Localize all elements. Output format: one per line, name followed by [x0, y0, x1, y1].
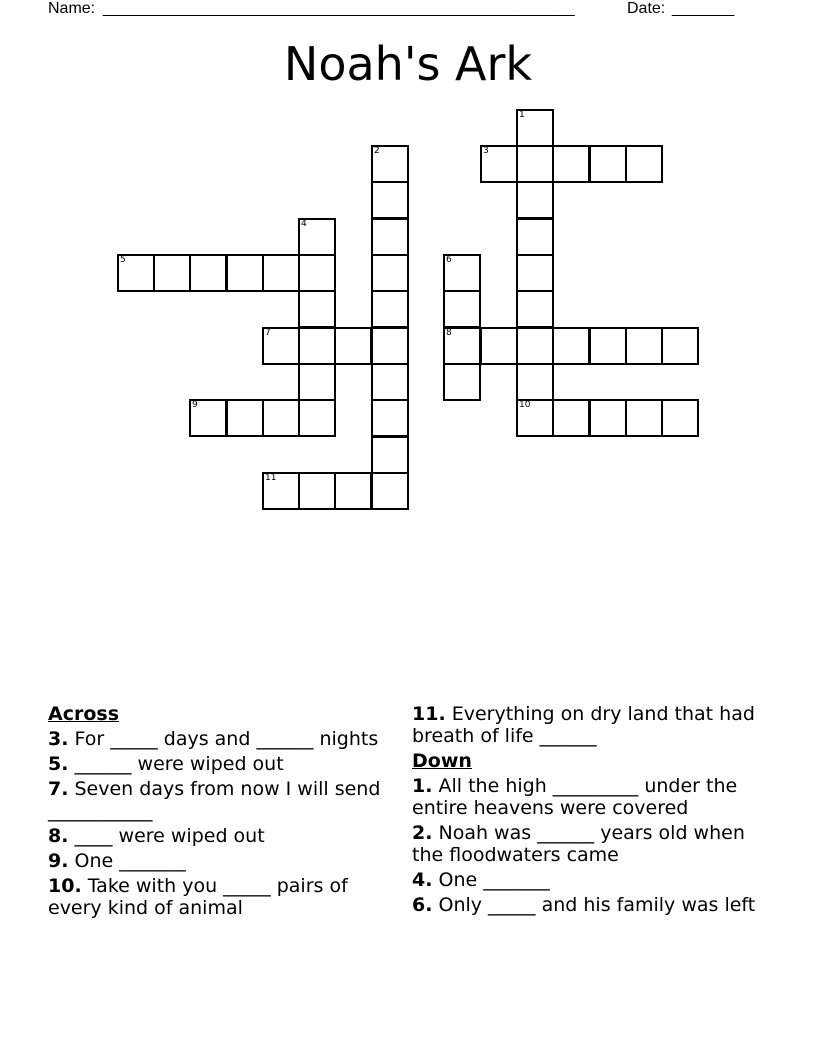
clue-item: 2. Noah was ______ years old when the floodwaters came — [412, 822, 745, 866]
clue-number: 8 — [446, 328, 452, 338]
crossword-cell[interactable] — [443, 254, 481, 292]
crossword-cell[interactable] — [298, 399, 336, 437]
clues-column-left — [48, 703, 398, 922]
crossword-cell[interactable] — [226, 254, 264, 292]
crossword-cell[interactable] — [334, 327, 372, 365]
page-title: Noah's Ark — [283, 37, 533, 91]
crossword-cell[interactable] — [371, 363, 409, 401]
crossword-cell[interactable] — [298, 472, 336, 510]
date-label: Date: — [627, 0, 666, 17]
crossword-cell[interactable] — [516, 181, 554, 219]
crossword-cell[interactable] — [298, 254, 336, 292]
crossword-cell[interactable] — [117, 254, 155, 292]
crossword-cell[interactable] — [371, 399, 409, 437]
crossword-cell[interactable] — [189, 254, 227, 292]
clue-item: 3. For _____ days and ______ nights — [48, 728, 379, 750]
clue-item: 10. Take with you _____ pairs of every kind of animal — [48, 875, 348, 919]
crossword-cell[interactable] — [371, 436, 409, 474]
clue-item: 5. ______ were wiped out — [48, 753, 284, 775]
crossword-cell[interactable] — [480, 327, 518, 365]
clue-item: 11. Everything on dry land that had breath of life ______ — [412, 703, 755, 747]
crossword-cell[interactable] — [589, 327, 627, 365]
crossword-cell[interactable] — [371, 218, 409, 256]
crossword-cell[interactable] — [516, 327, 554, 365]
crossword-cell[interactable] — [589, 145, 627, 183]
clue-item: 6. Only _____ and his family was left — [412, 894, 756, 916]
across-heading: Across — [48, 703, 120, 725]
crossword-cell[interactable] — [371, 181, 409, 219]
crossword-cell[interactable] — [625, 145, 663, 183]
crossword-cell[interactable] — [189, 399, 227, 437]
clue-item: 8. ____ were wiped out — [48, 825, 265, 847]
crossword-cell[interactable] — [443, 290, 481, 328]
crossword-cell[interactable] — [480, 145, 518, 183]
clue-number: 10 — [519, 400, 531, 410]
clue-number: 4 — [301, 219, 307, 229]
crossword-cell[interactable] — [262, 254, 300, 292]
crossword-cell[interactable] — [516, 399, 554, 437]
crossword-cell[interactable] — [262, 472, 300, 510]
crossword-cell[interactable] — [298, 363, 336, 401]
date-field[interactable]: _______ — [672, 0, 735, 17]
crossword-cell[interactable] — [443, 363, 481, 401]
clue-item: 4. One _______ — [412, 869, 550, 891]
crossword-cell[interactable] — [625, 399, 663, 437]
crossword-cell[interactable] — [516, 290, 554, 328]
clue-item: 9. One _______ — [48, 850, 186, 872]
clue-number: 6 — [446, 255, 452, 265]
crossword-cell[interactable] — [552, 145, 590, 183]
crossword-cell[interactable] — [262, 327, 300, 365]
clue-number: 9 — [192, 400, 198, 410]
crossword-cell[interactable] — [516, 363, 554, 401]
crossword-cell[interactable] — [371, 327, 409, 365]
crossword-cell[interactable] — [226, 399, 264, 437]
down-heading: Down — [412, 750, 472, 772]
clue-item: 7. Seven days from now I will send ___________ — [48, 778, 381, 822]
crossword-cell[interactable] — [443, 327, 481, 365]
clue-number: 11 — [265, 473, 277, 483]
crossword-cell[interactable] — [516, 218, 554, 256]
clues-column-right — [412, 703, 772, 919]
crossword-cell[interactable] — [661, 327, 699, 365]
crossword-cell[interactable] — [334, 472, 372, 510]
crossword-cell[interactable] — [516, 145, 554, 183]
crossword-cell[interactable] — [298, 290, 336, 328]
name-field[interactable]: _____________________________________________________ — [103, 0, 575, 17]
clue-number: 3 — [483, 146, 489, 156]
crossword-cell[interactable] — [298, 218, 336, 256]
crossword-cell[interactable] — [153, 254, 191, 292]
crossword-cell[interactable] — [589, 399, 627, 437]
crossword-cell[interactable] — [516, 254, 554, 292]
crossword-cell[interactable] — [371, 290, 409, 328]
clue-number: 7 — [265, 328, 271, 338]
clue-number: 2 — [374, 146, 380, 156]
crossword-cell[interactable] — [625, 327, 663, 365]
crossword-cell[interactable] — [262, 399, 300, 437]
crossword-cell[interactable] — [298, 327, 336, 365]
clue-number: 1 — [519, 110, 525, 120]
crossword-cell[interactable] — [371, 254, 409, 292]
clue-number: 5 — [120, 255, 126, 265]
crossword-cell[interactable] — [552, 327, 590, 365]
name-label: Name: — [48, 0, 96, 17]
crossword-cell[interactable] — [552, 399, 590, 437]
crossword-cell[interactable] — [371, 145, 409, 183]
crossword-cell[interactable] — [661, 399, 699, 437]
crossword-cell[interactable] — [516, 109, 554, 147]
clue-item: 1. All the high _________ under the entire heavens were covered — [412, 775, 738, 819]
crossword-cell[interactable] — [371, 472, 409, 510]
